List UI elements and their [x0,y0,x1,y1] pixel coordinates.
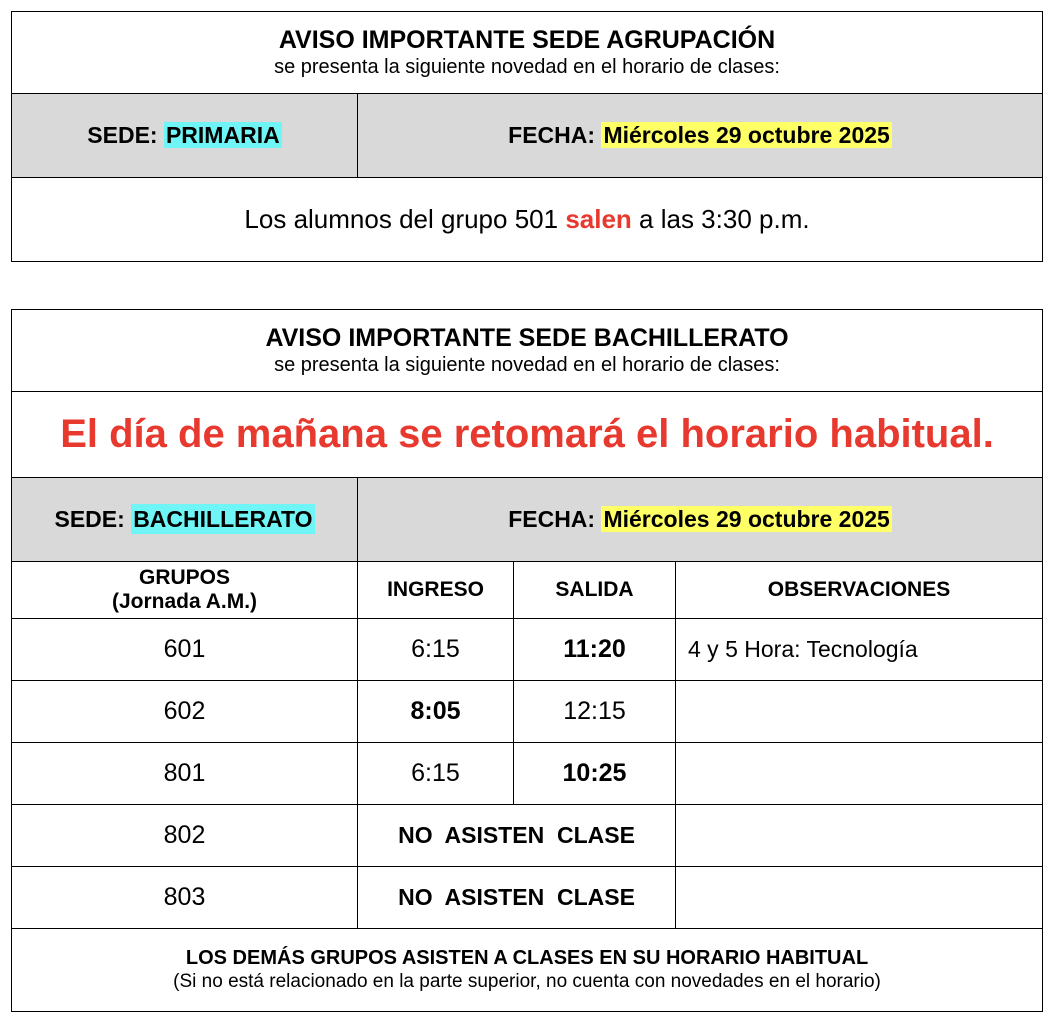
grupo-cell: 801 [12,743,358,805]
footer-line2: (Si no está relacionado en la parte superior, no cuenta con novedades en el horario) [173,971,881,992]
bachillerato-subtitle: se presenta la siguiente novedad en el horario de clases: [274,354,780,376]
table-row [12,619,1043,681]
salida-cell: 12:15 [514,681,676,743]
table-row [12,867,1043,929]
bachillerato-fecha-label: FECHA: [508,506,596,532]
column-header-grupos [12,562,358,619]
grupo-cell: 602 [12,681,358,743]
table-row [12,681,1043,743]
primaria-note-after: a las 3:30 p.m. [631,204,810,234]
primaria-sede-cell [12,94,358,178]
observaciones-cell [676,681,1043,743]
bachillerato-fecha-value: Miércoles 29 octubre 2025 [603,506,890,532]
bachillerato-sede-value: BACHILLERATO [133,506,313,532]
primaria-notice-table [11,11,1043,262]
grupo-cell: 601 [12,619,358,681]
bachillerato-notice-table [11,309,1043,1012]
observaciones-cell [676,743,1043,805]
bachillerato-sede-label: SEDE: [54,506,125,532]
grupo-cell: 802 [12,805,358,867]
table-row [12,743,1043,805]
primaria-fecha-value: Miércoles 29 octubre 2025 [603,122,890,148]
primaria-fecha-cell [358,94,1043,178]
column-header-grupos-line1: GRUPOS [138,566,230,589]
table-row [12,805,1043,867]
primaria-subtitle: se presenta la siguiente novedad en el horario de clases: [274,56,780,78]
primaria-sede-label: SEDE: [87,122,158,148]
primaria-fecha-label: FECHA: [508,122,596,148]
observaciones-cell [676,867,1043,929]
ingreso-cell: 6:15 [358,743,514,805]
bachillerato-sede-cell [12,478,358,562]
bachillerato-title: AVISO IMPORTANTE SEDE BACHILLERATO [265,324,789,352]
no-asisten-cell: NO ASISTEN CLASE [358,805,676,867]
salida-cell: 10:25 [514,743,676,805]
primaria-note-highlight: salen [565,204,632,234]
primaria-note-before: Los alumnos del grupo 501 [244,204,566,234]
salida-cell: 11:20 [514,619,676,681]
footer-line1: LOS DEMÁS GRUPOS ASISTEN A CLASES EN SU HORARIO HABITUAL [185,947,869,969]
column-header-grupos-line2: (Jornada A.M.) [111,590,258,613]
ingreso-cell: 6:15 [358,619,514,681]
observaciones-cell [676,805,1043,867]
column-header-salida: SALIDA [514,562,676,619]
no-asisten-cell: NO ASISTEN CLASE [358,867,676,929]
bachillerato-footer [12,929,1043,1012]
ingreso-cell: 8:05 [358,681,514,743]
primaria-sede-value: PRIMARIA [165,122,280,148]
primaria-note [12,178,1043,262]
primaria-title: AVISO IMPORTANTE SEDE AGRUPACIÓN [278,26,776,54]
bachillerato-headline: El día de mañana se retomará el horario habitual. [12,392,1043,478]
observaciones-cell: 4 y 5 Hora: Tecnología [676,619,1043,681]
grupo-cell: 803 [12,867,358,929]
column-header-observaciones: OBSERVACIONES [676,562,1043,619]
primaria-header [12,12,1043,94]
bachillerato-fecha-cell [358,478,1043,562]
bachillerato-header [12,310,1043,392]
column-header-ingreso: INGRESO [358,562,514,619]
